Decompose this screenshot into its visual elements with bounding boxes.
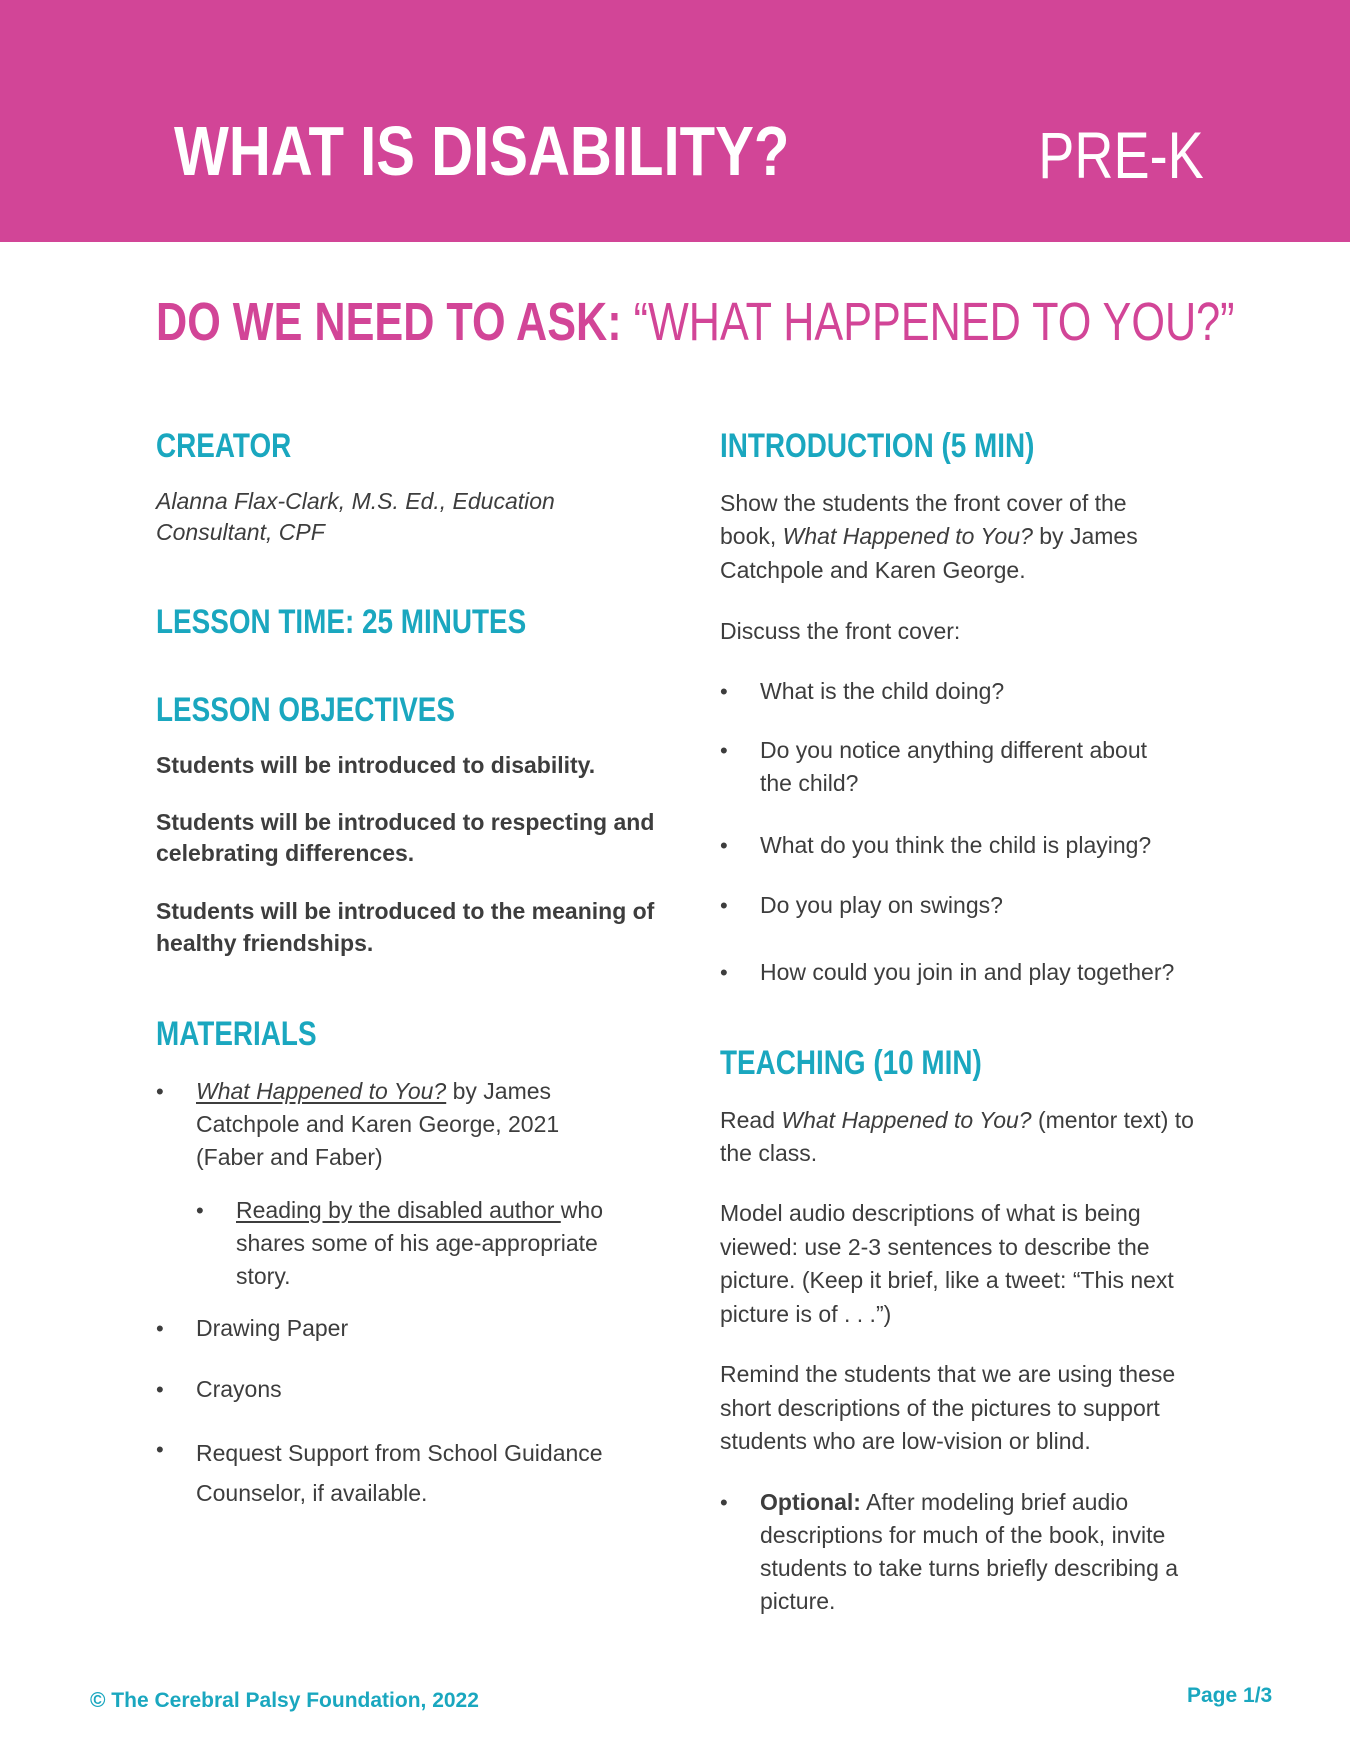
model-line-1: Model audio descriptions of what is being [720, 1200, 1141, 1226]
objective-3-line-2: healthy friendships. [156, 930, 374, 956]
intro-line-1: Show the students the front cover of the [720, 490, 1127, 516]
bullet-icon: • [156, 1437, 164, 1462]
bullet-icon: • [156, 1079, 164, 1104]
lesson-time-heading: LESSON TIME: 25 MINUTES [156, 603, 527, 641]
objective-1: Students will be introduced to disability. [156, 752, 596, 778]
question-1: What is the child doing? [760, 678, 1005, 704]
list-item [720, 734, 1200, 802]
intro-line-2 [720, 520, 1138, 553]
material-support-line-2: Counselor, if available. [196, 1480, 428, 1506]
objectives-heading: LESSON OBJECTIVES [156, 691, 456, 729]
intro-line-2-b: by James [1032, 523, 1138, 549]
bullet-icon: • [156, 1316, 164, 1341]
list-item [196, 1194, 636, 1294]
book-rest: by James [446, 1078, 552, 1104]
bullet-icon: • [720, 833, 728, 858]
intro-heading: INTRODUCTION (5 MIN) [720, 427, 1035, 465]
remind-line-2: short descriptions of the pictures to support [720, 1395, 1160, 1421]
bullet-icon: • [720, 679, 728, 704]
book-link[interactable]: What Happened to You? [196, 1078, 447, 1104]
list-item [156, 1312, 636, 1346]
bullet-icon: • [720, 1490, 728, 1515]
reading-line-3: story. [236, 1263, 291, 1289]
page-number: Page 1/3 [1187, 1684, 1273, 1707]
question-3: What do you think the child is playing? [760, 832, 1152, 858]
intro-book-title: What Happened to You? [782, 523, 1033, 549]
read-book-title: What Happened to You? [781, 1107, 1032, 1133]
list-item [720, 889, 1200, 923]
question-2-line-1: Do you notice anything different about [760, 737, 1148, 763]
list-item [156, 1433, 636, 1513]
reading-rest: who [560, 1197, 603, 1223]
bullet-icon: • [156, 1377, 164, 1402]
question-4: Do you play on swings? [760, 892, 1003, 918]
bullet-icon: • [196, 1198, 204, 1223]
material-crayons: Crayons [196, 1376, 282, 1402]
teaching-heading: TEACHING (10 MIN) [720, 1044, 982, 1082]
bullet-icon: • [720, 893, 728, 918]
model-line-2: viewed: use 2-3 sentences to describe the [720, 1234, 1150, 1260]
list-item [156, 1373, 636, 1407]
book-line-2: Catchpole and Karen George, 2021 [196, 1111, 560, 1137]
list-item [720, 829, 1200, 863]
remind-line-1: Remind the students that we are using these [720, 1361, 1176, 1387]
materials-heading: MATERIALS [156, 1015, 317, 1053]
page-title-quote: “WHAT HAPPENED TO YOU?” [633, 292, 1235, 352]
model-line-4: picture is of . . .”) [720, 1301, 892, 1327]
reading-link[interactable]: Reading by the disabled author [236, 1197, 561, 1223]
list-item [156, 1075, 636, 1175]
list-item [720, 956, 1200, 990]
optional-line-4: picture. [760, 1588, 836, 1614]
optional-line-2: descriptions for much of the book, invite [760, 1522, 1166, 1548]
material-drawing-paper: Drawing Paper [196, 1315, 349, 1341]
bullet-icon: • [720, 738, 728, 763]
objective-3-line-1: Students will be introduced to the meaning of [156, 898, 655, 924]
creator-line-2: Consultant, CPF [156, 519, 325, 545]
page-title-lead: DO WE NEED TO ASK: [156, 292, 634, 352]
optional-label: Optional: [760, 1489, 861, 1515]
page-title [156, 290, 1235, 354]
read-line-2: the class. [720, 1140, 818, 1166]
intro-line-3: Catchpole and Karen George. [720, 557, 1026, 583]
header-banner [0, 0, 1350, 242]
read-line-1 [720, 1104, 1194, 1137]
creator-heading: CREATOR [156, 427, 292, 465]
question-5: How could you join in and play together? [760, 959, 1175, 985]
intro-line-2-a: book, [720, 523, 783, 549]
list-item [720, 675, 1200, 709]
read-b: (mentor text) to [1031, 1107, 1194, 1133]
book-line-3: (Faber and Faber) [196, 1144, 383, 1170]
material-support-line-1: Request Support from School Guidance [196, 1440, 603, 1466]
remind-line-3: students who are low-vision or blind. [720, 1428, 1091, 1454]
banner-title: WHAT IS DISABILITY? [174, 112, 790, 190]
objective-2-line-2: celebrating differences. [156, 840, 415, 866]
objective-2-line-1: Students will be introduced to respecting and [156, 809, 655, 835]
bullet-icon: • [720, 960, 728, 985]
discuss-label: Discuss the front cover: [720, 618, 961, 644]
optional-line-3: students to take turns briefly describing a [760, 1555, 1179, 1581]
reading-line-2: shares some of his age-appropriate [236, 1230, 598, 1256]
optional-line-1: After modeling brief audio [860, 1489, 1129, 1515]
copyright: © The Cerebral Palsy Foundation, 2022 [90, 1689, 479, 1712]
creator-line-1: Alanna Flax-Clark, M.S. Ed., Education [156, 488, 555, 514]
list-item [720, 1486, 1220, 1626]
grade-label: PRE-K [1038, 118, 1204, 192]
question-2-line-2: the child? [760, 770, 859, 796]
read-a: Read [720, 1107, 782, 1133]
model-line-3: picture. (Keep it brief, like a tweet: “This next [720, 1267, 1174, 1293]
